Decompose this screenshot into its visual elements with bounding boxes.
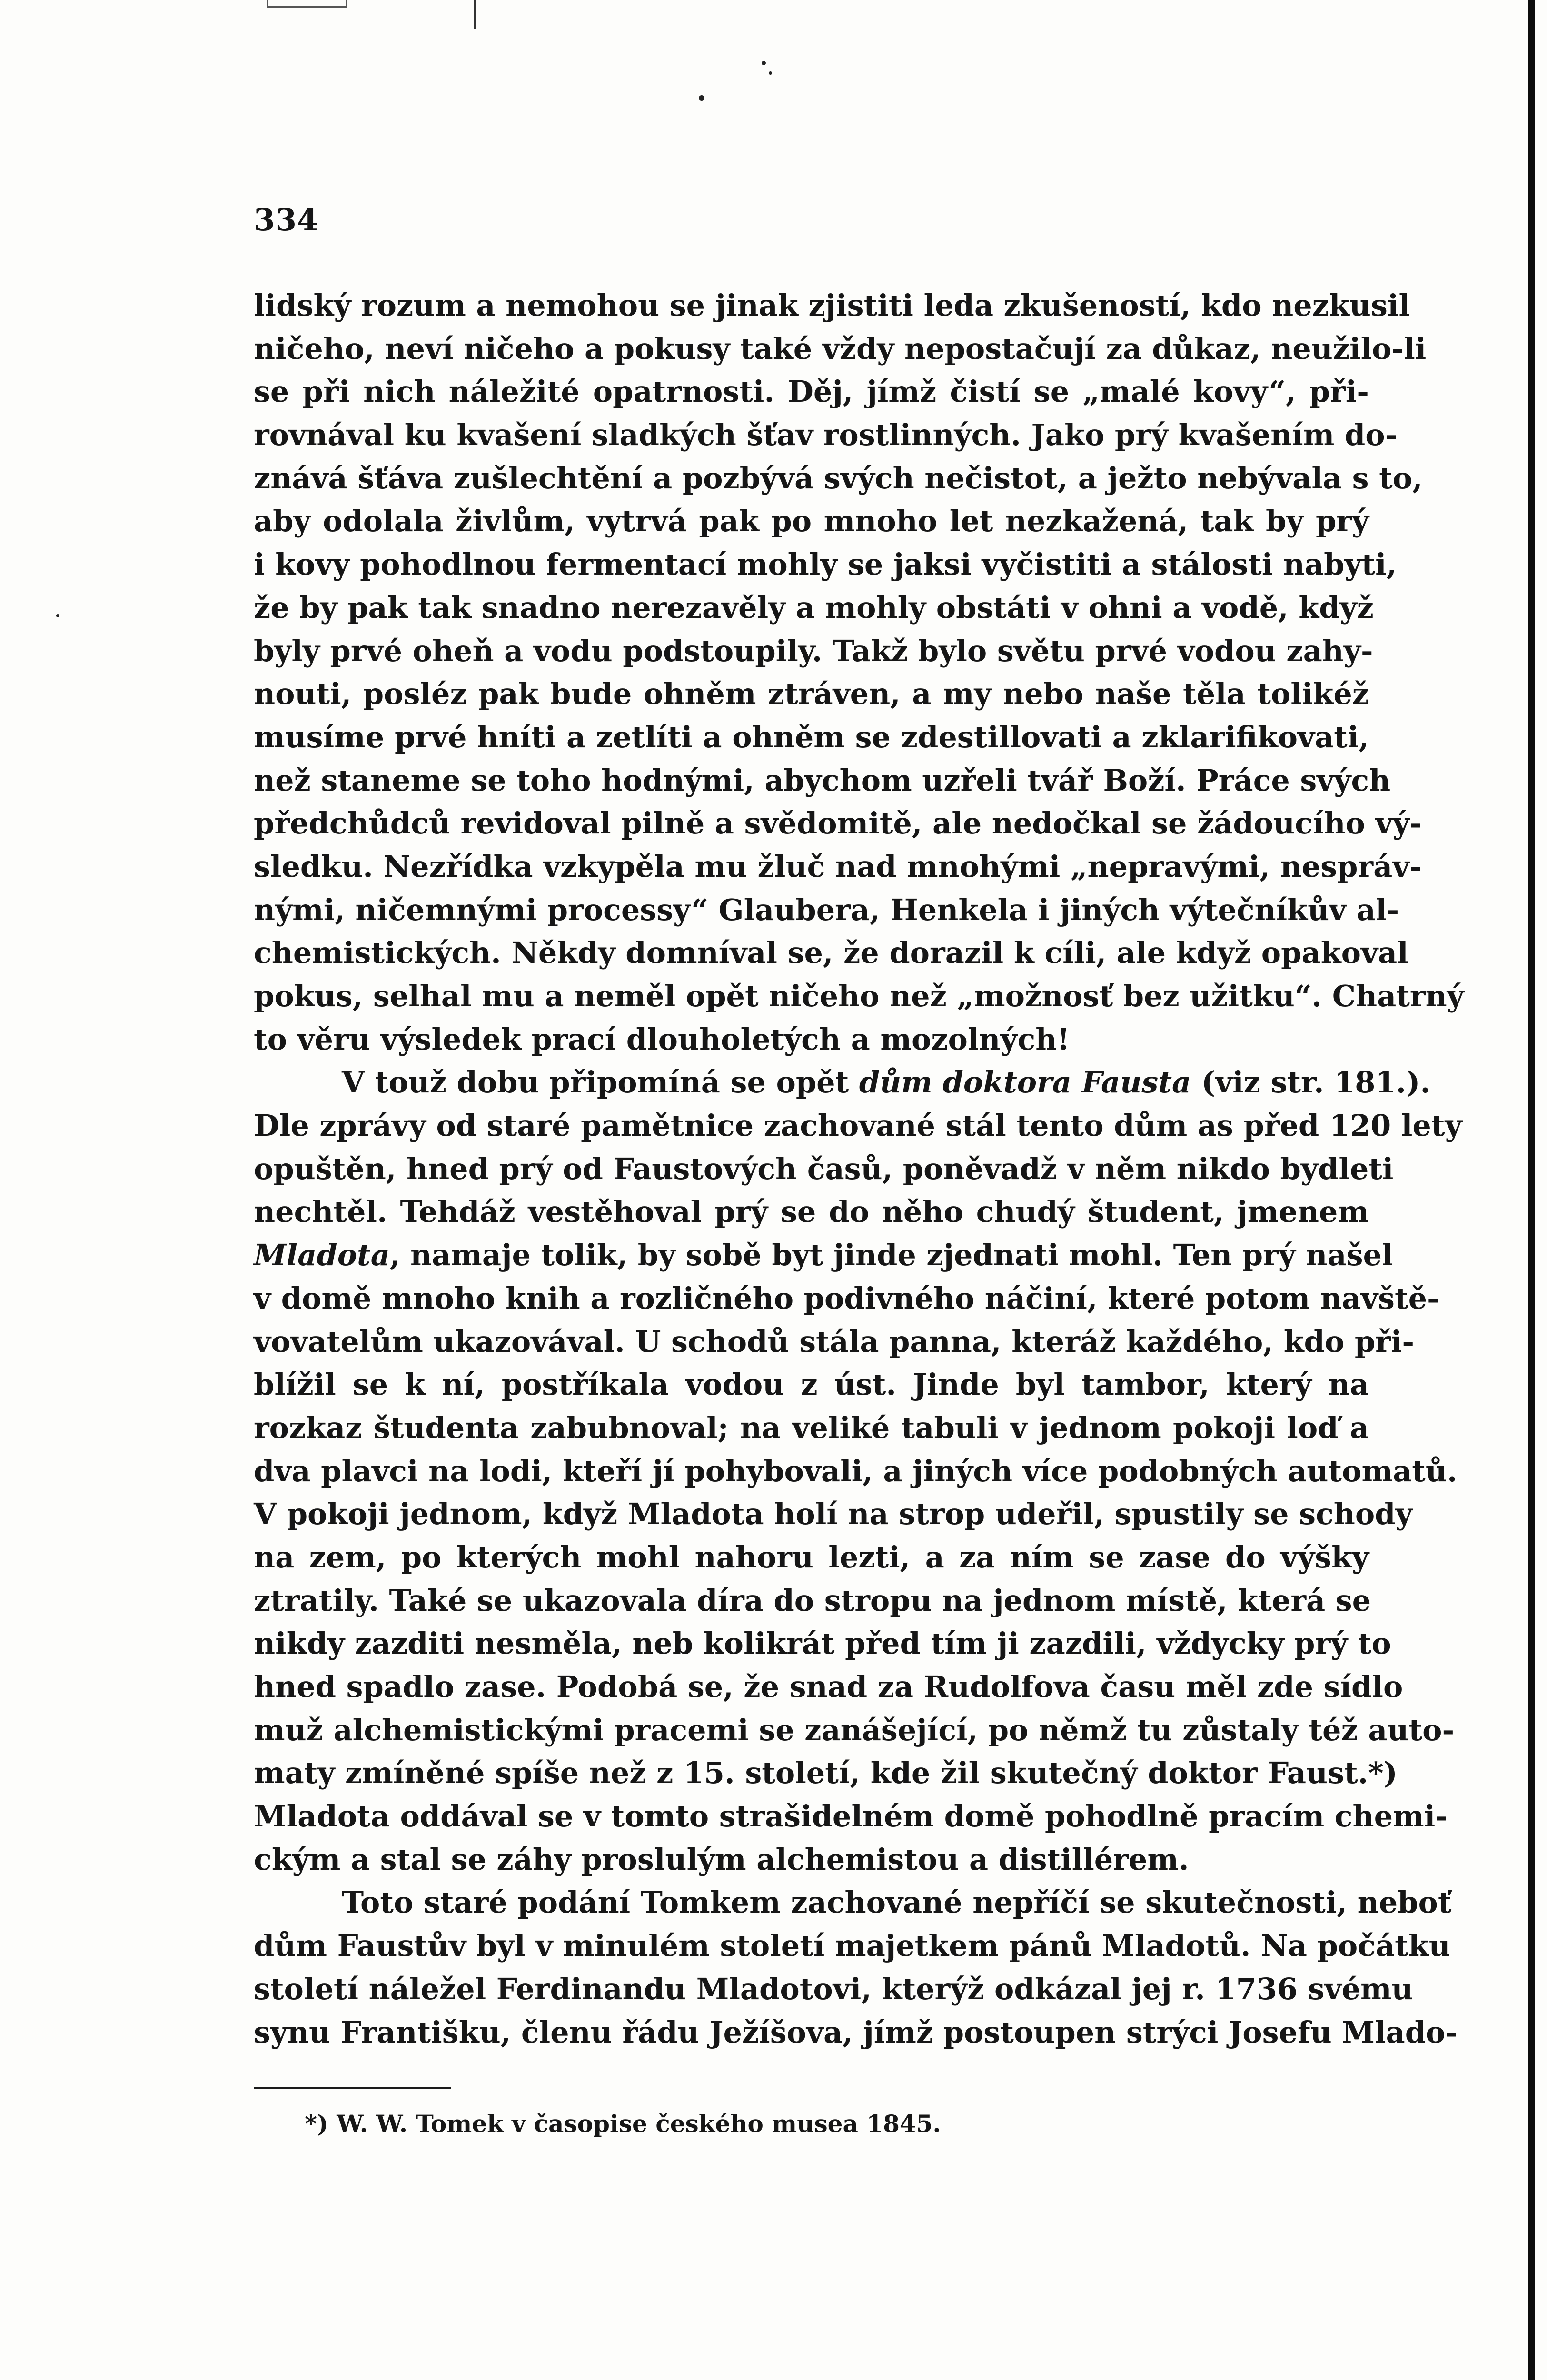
text-line: hned spadlo zase. Podobá se, že snad za Rudolfova času měl zde sídlo xyxy=(254,1669,1403,1704)
text-line: Mladota oddával se v tomto strašidelném domě pohodlně pracím chemi- xyxy=(254,1799,1448,1834)
text-line: lidský rozum a nemohou se jinak zjistiti leda zkušeností, kdo nezkusil xyxy=(254,288,1410,323)
text-line: nikdy zazditi nesměla, neb kolikrát před tím ji zazdili, vždycky prý to xyxy=(254,1626,1391,1661)
text-segment: V touž dobu připomíná se opět xyxy=(342,1065,859,1100)
body-text xyxy=(254,284,1464,2054)
text-line: ztratily. Také se ukazovala díra do stropu na jednom místě, která se xyxy=(254,1583,1371,1618)
text-line: muž alchemistickými pracemi se zanášející, po němž tu zůstaly též auto- xyxy=(254,1712,1455,1747)
text-line: chemistických. Někdy domníval se, že dorazil k cíli, ale když opakoval xyxy=(254,935,1408,971)
text-line: to věru výsledek prací dlouholetých a mozolných! xyxy=(254,1021,1070,1057)
paragraph-start-line: Toto staré podání Tomkem zachované nepříčí se skutečnosti, neboť xyxy=(342,1885,1452,1920)
text-line: nouti, posléz pak bude ohněm ztráven, a my nebo naše těla tolikéž xyxy=(254,676,1369,712)
text-line: že by pak tak snadno nerezavěly a mohly obstáti v ohni a vodě, když xyxy=(254,590,1374,625)
text-line: se při nich náležité opatrnosti. Děj, jímž čistí se „malé kovy“, při- xyxy=(254,374,1369,409)
scan-artifact-top xyxy=(267,0,347,8)
text-line: rovnával ku kvašení sladkých šťav rostlinných. Jako prý kvašením do- xyxy=(254,417,1398,453)
scan-speck xyxy=(699,95,704,101)
text-line: opuštěn, hned prý od Faustových časů, poněvadž v něm nikdo bydleti xyxy=(254,1151,1394,1186)
text-line: než staneme se toho hodnými, abychom uzřeli tvář Boží. Práce svých xyxy=(254,763,1391,798)
text-line: byly prvé oheň a vodu podstoupily. Takž bylo světu prvé vodou zahy- xyxy=(254,633,1373,668)
text-line: znává šťáva zušlechtění a pozbývá svých nečistot, a ježto nebývala s to, xyxy=(254,460,1423,496)
italic-name: Mladota xyxy=(254,1238,390,1273)
scan-speck xyxy=(762,61,766,65)
scan-speck xyxy=(769,71,772,75)
text-line: vovatelům ukazovával. U schodů stála panna, kteráž každého, kdo při- xyxy=(254,1324,1415,1359)
text-line: rozkaz študenta zabubnoval; na veliké tabuli v jednom pokoji loď a xyxy=(254,1410,1369,1445)
footnote-divider xyxy=(254,2087,451,2089)
text-line: předchůdců revidoval pilně a svědomitě, ale nedočkal se žádoucího vý- xyxy=(254,806,1422,841)
text-line: ničeho, neví ničeho a pokusy také vždy nepostačují za důkaz, neužilo-li xyxy=(254,331,1427,366)
text-line: dům Faustův byl v minulém století majetkem pánů Mladotů. Na počátku xyxy=(254,1928,1450,1964)
italic-title: dům doktora Fausta xyxy=(859,1065,1191,1100)
text-line: pokus, selhal mu a neměl opět ničeho než „možnosť bez užitku“. Chatrný xyxy=(254,979,1464,1013)
footnote: *) W. W. Tomek v časopise českého musea 1845. xyxy=(305,2110,941,2138)
scan-border-right xyxy=(1528,0,1535,2380)
text-segment: (viz str. 181.). xyxy=(1191,1065,1431,1100)
paragraph-start-line xyxy=(254,1061,1431,1104)
text-line: století náležel Ferdinandu Mladotovi, kterýž odkázal jej r. 1736 svému xyxy=(254,1971,1413,2006)
page-number: 334 xyxy=(254,202,319,238)
text-line: maty zmíněné spíše než z 15. století, kde žil skutečný doktor Faust.*) xyxy=(254,1755,1398,1791)
text-line: Dle zprávy od staré pamětnice zachované stál tento dům as před 120 lety xyxy=(254,1108,1462,1143)
text-line: synu Františku, členu řádu Ježíšova, jímž postoupen strýci Josefu Mlado- xyxy=(254,2014,1458,2050)
text-line: i kovy pohodlnou fermentací mohly se jaksi vyčistiti a stálosti nabyti, xyxy=(254,547,1397,582)
text-line: v domě mnoho knih a rozličného podivného náčiní, které potom navště- xyxy=(254,1280,1439,1316)
text-line: nechtěl. Tehdáž vestěhoval prý se do něho chudý študent, jmenem xyxy=(254,1194,1369,1230)
text-line: nými, ničemnými processy“ Glaubera, Henkela i jiných výtečníkův al- xyxy=(254,892,1399,927)
text-line: na zem, po kterých mohl nahoru lezti, a za ním se zase do výšky xyxy=(254,1539,1369,1575)
text-line: ckým a stal se záhy proslulým alchemistou a distillérem. xyxy=(254,1842,1189,1877)
text-line: sledku. Nezřídka vzkypěla mu žluč nad mnohými „nepravými, nespráv- xyxy=(254,849,1422,884)
scan-speck xyxy=(56,614,60,617)
text-line: dva plavci na lodi, kteří jí pohybovali, a jiných více podobných automatů. xyxy=(254,1453,1458,1488)
text-line: musíme prvé hníti a zetlíti a ohněm se zdestillovati a zklarifikovati, xyxy=(254,719,1369,754)
text-line: V pokoji jednom, když Mladota holí na strop udeřil, spustily se schody xyxy=(254,1497,1413,1532)
scan-artifact-tick xyxy=(474,0,476,29)
text-segment: , namaje tolik, by sobě byt jinde zjednati mohl. Ten prý našel xyxy=(389,1238,1393,1273)
text-line xyxy=(254,1234,1393,1277)
text-line: blížil se k ní, postříkala vodou z úst. Jinde byl tambor, který na xyxy=(254,1367,1369,1402)
text-line: aby odolala živlům, vytrvá pak po mnoho let nezkažená, tak by prý xyxy=(254,504,1369,539)
